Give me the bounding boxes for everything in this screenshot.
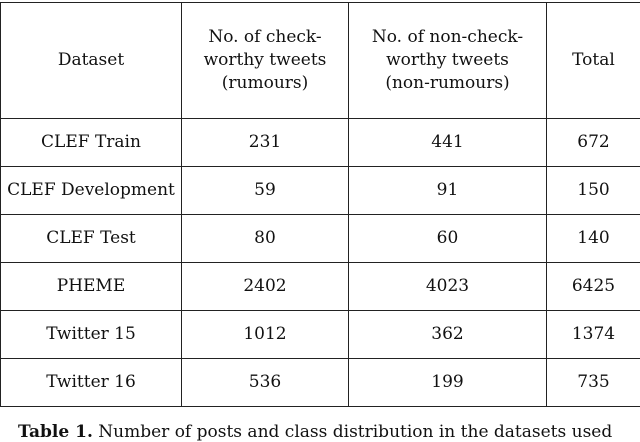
dataset-cell: CLEF Test xyxy=(1,215,182,263)
check-worthy-cell: 59 xyxy=(182,167,349,215)
header-non-check-worthy xyxy=(349,3,547,119)
header-line: No. of check- xyxy=(184,26,346,49)
dataset-statistics-table xyxy=(0,2,640,407)
non-check-worthy-cell: 362 xyxy=(349,311,547,359)
table-caption xyxy=(18,422,612,442)
total-cell: 140 xyxy=(547,215,640,263)
non-check-worthy-cell: 4023 xyxy=(349,263,547,311)
table-row xyxy=(1,215,640,263)
header-total xyxy=(547,3,640,119)
check-worthy-cell: 231 xyxy=(182,119,349,167)
table-row xyxy=(1,311,640,359)
check-worthy-cell: 2402 xyxy=(182,263,349,311)
dataset-statistics-table-container xyxy=(0,2,640,407)
total-cell: 1374 xyxy=(547,311,640,359)
header-line: worthy tweets xyxy=(184,49,346,72)
header-line: (rumours) xyxy=(184,72,346,95)
header-line: worthy tweets xyxy=(351,49,544,72)
dataset-cell: Twitter 15 xyxy=(1,311,182,359)
check-worthy-cell: 1012 xyxy=(182,311,349,359)
header-line: Dataset xyxy=(3,49,179,72)
total-cell: 672 xyxy=(547,119,640,167)
header-line: (non-rumours) xyxy=(351,72,544,95)
total-cell: 150 xyxy=(547,167,640,215)
non-check-worthy-cell: 60 xyxy=(349,215,547,263)
check-worthy-cell: 536 xyxy=(182,359,349,407)
total-cell: 6425 xyxy=(547,263,640,311)
total-cell: 735 xyxy=(547,359,640,407)
non-check-worthy-cell: 441 xyxy=(349,119,547,167)
dataset-cell: PHEME xyxy=(1,263,182,311)
non-check-worthy-cell: 199 xyxy=(349,359,547,407)
caption-label: Table 1. xyxy=(18,422,93,442)
dataset-cell: Twitter 16 xyxy=(1,359,182,407)
dataset-cell: CLEF Development xyxy=(1,167,182,215)
caption-text: Number of posts and class distribution in the datasets used xyxy=(98,422,612,442)
header-line: Total xyxy=(549,49,638,72)
table-row xyxy=(1,119,640,167)
dataset-cell: CLEF Train xyxy=(1,119,182,167)
table-row xyxy=(1,167,640,215)
check-worthy-cell: 80 xyxy=(182,215,349,263)
non-check-worthy-cell: 91 xyxy=(349,167,547,215)
table-row xyxy=(1,263,640,311)
header-row xyxy=(1,3,640,119)
header-dataset xyxy=(1,3,182,119)
header-check-worthy xyxy=(182,3,349,119)
table-row xyxy=(1,359,640,407)
header-line: No. of non-check- xyxy=(351,26,544,49)
